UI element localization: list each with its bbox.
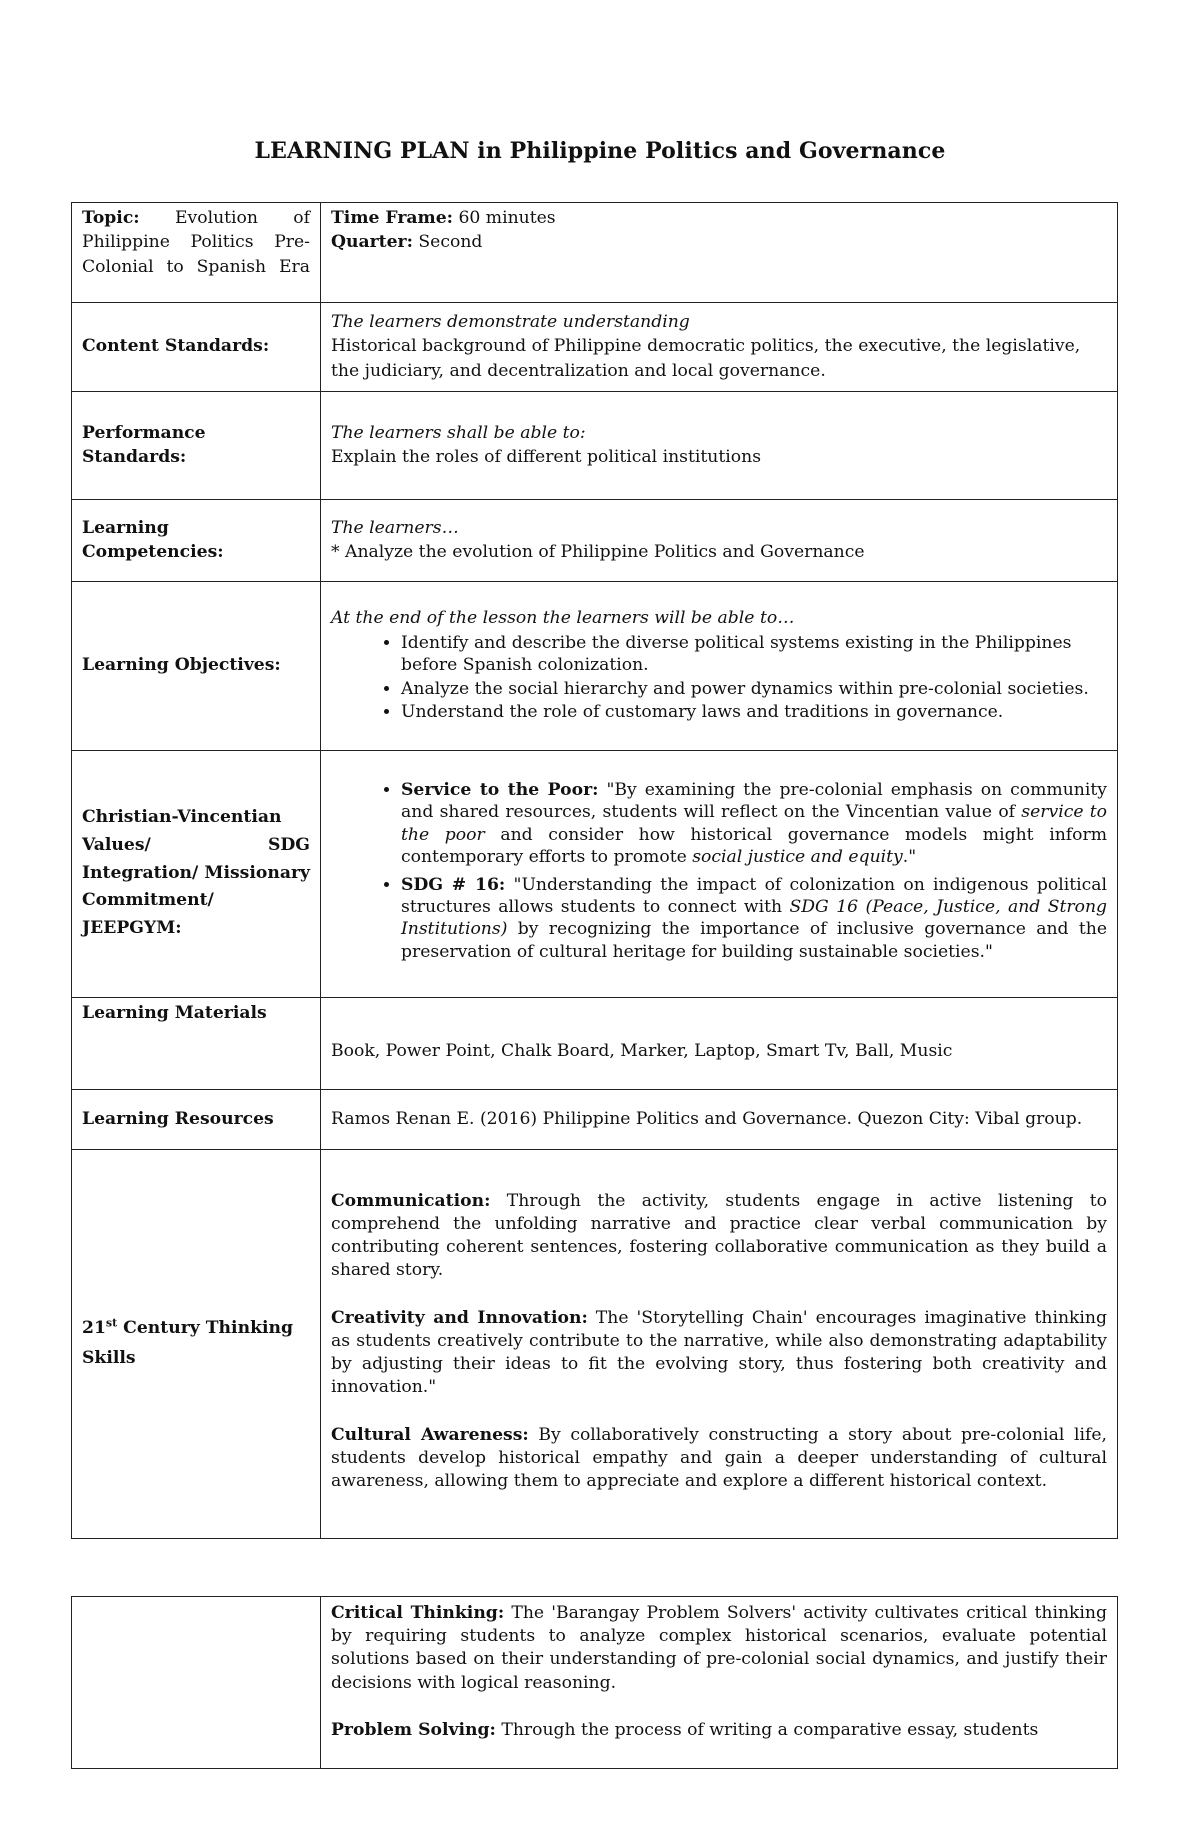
continuation-empty-cell bbox=[72, 1597, 321, 1769]
topic-cell bbox=[72, 203, 321, 303]
learning-objectives-row bbox=[72, 582, 1118, 751]
learning-competencies-cell bbox=[321, 500, 1118, 582]
learning-competencies-label: Learning Competencies: bbox=[72, 500, 321, 582]
performance-standards-text: Explain the roles of different political institutions bbox=[331, 447, 762, 467]
values-label: Christian-Vincentian Values/ SDG Integration/ Missionary Commitment/ JEEPGYM: bbox=[82, 806, 310, 939]
service-to-poor-item: • Service to the Poor: "By examining the pre-colonial emphasis on community and shared resources, students will reflect on the Vincentian value of service to the poor and consider how historical governance models might inform contemporary efforts to promote social justice and equity." bbox=[401, 779, 1107, 868]
learning-resources-label: Learning Resources bbox=[72, 1090, 321, 1150]
quarter-value: Second bbox=[418, 232, 483, 253]
content-standards-label: Content Standards: bbox=[72, 303, 321, 392]
performance-standards-row bbox=[72, 392, 1118, 500]
values-row bbox=[72, 751, 1118, 998]
values-list bbox=[331, 779, 1107, 963]
communication-skill: Communication: Through the activity, students engage in active listening to comprehend the unfolding narrative and practice clear verbal communication by contributing coherent sentences, fostering collaborative communication as they build a shared story. bbox=[331, 1190, 1107, 1281]
learning-competencies-text: * Analyze the evolution of Philippine Politics and Governance bbox=[331, 542, 865, 562]
page-title: LEARNING PLAN in Philippine Politics and Governance bbox=[254, 138, 946, 164]
thinking-skills-label: 21st Century Thinking Skills bbox=[72, 1150, 321, 1539]
thinking-skills-row bbox=[72, 1150, 1118, 1539]
critical-thinking-skill: Critical Thinking: The 'Barangay Problem Solvers' activity cultivates critical thinking by requiring students to analyze complex historical scenarios, evaluate potential solutions based on their understanding of pre-colonial social dynamics, and justify their decisions with logical reasoning. bbox=[331, 1603, 1107, 1693]
thinking-skills-cell bbox=[321, 1150, 1118, 1539]
performance-standards-cell bbox=[321, 392, 1118, 500]
topic-row bbox=[72, 203, 1118, 303]
problem-solving-skill: Problem Solving: Through the process of writing a comparative essay, students bbox=[331, 1719, 1039, 1740]
quarter-label: Quarter: bbox=[331, 232, 413, 253]
learning-objectives-cell bbox=[321, 582, 1118, 751]
learning-resources-text: Ramos Renan E. (2016) Philippine Politics and Governance. Quezon City: Vibal group. bbox=[321, 1090, 1118, 1150]
performance-standards-intro: The learners shall be able to: bbox=[331, 422, 586, 443]
learning-materials-text: Book, Power Point, Chalk Board, Marker, Laptop, Smart Tv, Ball, Music bbox=[321, 998, 1118, 1090]
values-cell bbox=[321, 751, 1118, 998]
content-standards-row bbox=[72, 303, 1118, 392]
learning-resources-row bbox=[72, 1090, 1118, 1150]
learning-materials-label: Learning Materials bbox=[72, 998, 321, 1090]
content-standards-cell bbox=[321, 303, 1118, 392]
learning-materials-row bbox=[72, 998, 1118, 1090]
cultural-awareness-skill: Cultural Awareness: By collaboratively constructing a story about pre-colonial life, students develop historical empathy and gain a deeper understanding of cultural awareness, allowing them to appreciate and explore a different historical context. bbox=[331, 1424, 1107, 1491]
time-quarter-cell bbox=[321, 203, 1118, 303]
values-label-cell bbox=[72, 751, 321, 998]
learning-objectives-intro: At the end of the lesson the learners will be able to… bbox=[331, 607, 795, 628]
content-standards-text: Historical background of Philippine democratic politics, the executive, the legislative, the judiciary, and decentralization and local governance. bbox=[331, 336, 1081, 381]
learning-objectives-label: Learning Objectives: bbox=[72, 582, 321, 751]
performance-standards-label: Performance Standards: bbox=[72, 392, 321, 500]
sdg-16-item: • SDG # 16: "Understanding the impact of colonization on indigenous political structures allows students to connect with SDG 16 (Peace, Justice, and Strong Institutions) by recognizing the importance of inclusive governance and the preservation of cultural heritage for building sustainable societies." bbox=[401, 874, 1107, 963]
time-frame-value: 60 minutes bbox=[458, 208, 556, 228]
creativity-skill: Creativity and Innovation: The 'Storytelling Chain' encourages imaginative thinking as students creatively contribute to the narrative, while also demonstrating adaptability by adjusting their ideas to fit the evolving story, thus fostering both creativity and innovation." bbox=[331, 1307, 1107, 1398]
content-standards-intro: The learners demonstrate understanding bbox=[331, 311, 690, 332]
continuation-table bbox=[71, 1596, 1118, 1769]
topic-label: Topic: bbox=[82, 208, 140, 228]
learning-objectives-list bbox=[331, 632, 1107, 723]
time-frame-label: Time Frame: bbox=[331, 208, 453, 228]
objective-item: • Understand the role of customary laws and traditions in governance. bbox=[401, 701, 1107, 723]
learning-plan-table bbox=[71, 202, 1118, 1539]
learning-competencies-intro: The learners… bbox=[331, 517, 459, 538]
objective-item: • Analyze the social hierarchy and power dynamics within pre-colonial societies. bbox=[401, 678, 1107, 700]
topic-value: Evolution of Philippine Politics Pre-Colonial to Spanish Era bbox=[82, 208, 310, 277]
learning-competencies-row bbox=[72, 500, 1118, 582]
continuation-cell bbox=[321, 1597, 1118, 1769]
continuation-row bbox=[72, 1597, 1118, 1769]
objective-item: • Identify and describe the diverse political systems existing in the Philippines before Spanish colonization. bbox=[401, 632, 1107, 677]
